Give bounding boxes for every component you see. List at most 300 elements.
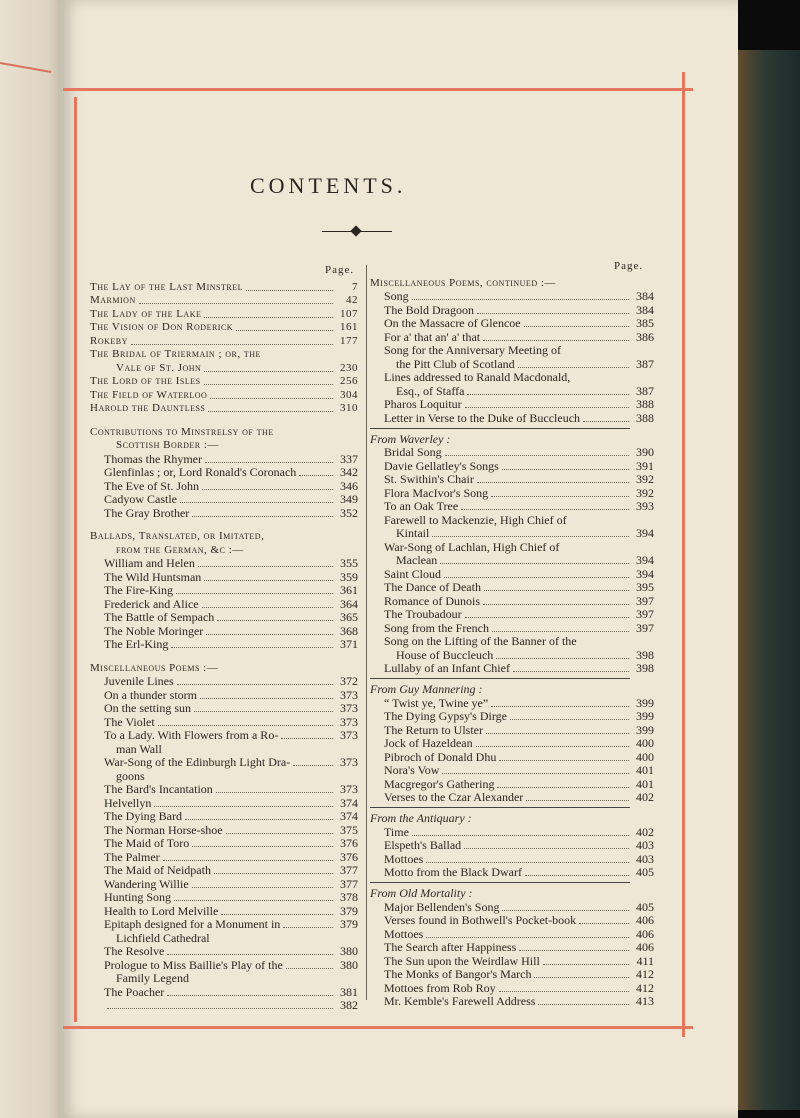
entry-title: House of Buccleuch — [396, 647, 494, 662]
entry-title: The Resolve — [104, 944, 165, 958]
dot-leader — [499, 991, 629, 992]
entry-title: War-Song of the Edinburgh Light Dra- — [104, 755, 291, 769]
entry-page-number: 385 — [636, 316, 654, 330]
dot-leader — [477, 482, 629, 483]
entry-title: Pibroch of Donald Dhu — [384, 749, 497, 764]
entry-title: Harold the Dauntless — [90, 402, 206, 414]
entry-title: Kintail — [396, 526, 430, 540]
dot-leader — [510, 719, 629, 720]
entry-title: Romance of Dunois — [384, 593, 480, 608]
toc-entry — [370, 513, 654, 527]
toc-entry — [370, 371, 654, 385]
entry-title: On a thunder storm — [104, 687, 197, 702]
entry-page-number: 402 — [636, 824, 654, 839]
entry-page-number: 337 — [340, 451, 358, 466]
entry-page-number: 352 — [340, 505, 358, 520]
left-page-label: Page. — [325, 264, 355, 276]
entry-page-number: 394 — [636, 553, 654, 567]
dot-leader — [210, 398, 333, 399]
entry-title: Juvenile Lines — [104, 674, 174, 688]
entry-page-number: 377 — [340, 876, 358, 891]
toc-entry — [370, 567, 654, 581]
entry-page-number: 379 — [340, 903, 358, 918]
dot-leader — [180, 502, 333, 503]
entry-title: Saint Cloud — [384, 566, 442, 581]
entry-page-number: 413 — [636, 994, 654, 1008]
entry-page-number: 406 — [636, 940, 654, 954]
entry-title: Mottoes from Rob Roy — [384, 980, 496, 995]
dot-leader — [426, 937, 629, 938]
dot-leader — [171, 647, 333, 648]
entry-title: Epitaph designed for a Monument in — [104, 917, 281, 931]
dot-leader — [163, 860, 333, 861]
toc-entry — [370, 968, 654, 982]
entry-page-number: 365 — [340, 610, 358, 624]
entry-title: The Violet — [104, 714, 155, 729]
dot-leader — [216, 792, 333, 793]
dot-leader — [465, 407, 629, 408]
entry-page-number: 398 — [636, 661, 654, 675]
entry-page-number: 374 — [340, 795, 358, 810]
dot-leader — [200, 698, 333, 699]
toc-entry — [370, 500, 654, 514]
border-left — [74, 97, 77, 1022]
entry-page-number: 399 — [636, 695, 654, 710]
dot-leader — [476, 746, 629, 747]
toc-entry — [90, 837, 358, 851]
entry-title: Lichfield Cathedral — [116, 930, 210, 945]
toc-entry — [90, 850, 358, 864]
entry-title: Mr. Kemble's Farewell Address — [384, 994, 536, 1008]
entry-title: Mottoes — [384, 926, 424, 941]
toc-entry — [90, 999, 358, 1013]
section-rule — [370, 428, 630, 429]
toc-entry — [90, 439, 358, 453]
dot-leader — [107, 1008, 333, 1009]
entry-title: To a Lady. With Flowers from a Ro- — [104, 728, 279, 742]
title-ornament — [322, 227, 392, 237]
entry-title: The Wild Huntsman — [104, 569, 202, 584]
dot-leader — [206, 634, 333, 635]
toc-entry — [90, 597, 358, 611]
toc-entry — [90, 985, 358, 999]
entry-title: The Lady of the Lake — [90, 307, 202, 320]
toc-entry — [370, 398, 654, 412]
dot-leader — [131, 344, 333, 345]
section-rule — [370, 678, 630, 679]
toc-entry — [370, 737, 654, 751]
entry-title: Song from the French — [384, 620, 489, 635]
toc-entry — [370, 459, 654, 473]
dot-leader — [192, 846, 333, 847]
entry-page-number: 378 — [340, 890, 358, 904]
entry-page-number: 371 — [340, 637, 358, 651]
entry-title: The Norman Horse-shoe — [104, 822, 223, 837]
entry-page-number: 397 — [636, 620, 654, 635]
right-page-label: Page. — [614, 260, 644, 272]
entry-page-number: 382 — [340, 998, 358, 1012]
entry-page-number: 394 — [636, 566, 654, 581]
toc-entry — [370, 330, 654, 344]
toc-entry — [90, 661, 358, 675]
entry-page-number: 387 — [636, 383, 654, 398]
toc-entry — [370, 954, 654, 968]
toc-entry — [90, 823, 358, 837]
entry-title: The Monks of Bangor's March — [384, 967, 532, 981]
entry-page-number: 361 — [340, 583, 358, 597]
dot-leader — [412, 835, 629, 836]
dot-leader — [526, 800, 629, 801]
toc-entry — [370, 276, 654, 290]
entry-page-number: 379 — [340, 917, 358, 931]
dot-leader — [204, 317, 333, 318]
entry-page-number: 406 — [636, 926, 654, 941]
entry-title: Cadyow Castle — [104, 492, 177, 506]
entry-page-number: 364 — [340, 596, 358, 611]
entry-title: The Poacher — [104, 984, 165, 999]
entry-page-number: 397 — [636, 607, 654, 621]
toc-entry — [370, 581, 654, 595]
dot-leader — [538, 1004, 629, 1005]
dot-leader — [205, 462, 333, 463]
toc-entry — [90, 479, 358, 493]
toc-entry — [90, 530, 358, 544]
entry-page-number: 411 — [636, 953, 654, 968]
toc-entry — [90, 321, 358, 335]
entry-page-number: 391 — [636, 458, 654, 473]
entry-title: The Troubadour — [384, 607, 462, 621]
dot-leader — [543, 964, 629, 965]
dot-leader — [192, 887, 333, 888]
entry-title: The Maid of Neidpath — [104, 863, 211, 877]
entry-title: St. Swithin's Chair — [384, 472, 474, 486]
entry-page-number: 374 — [340, 809, 358, 823]
toc-entry — [90, 543, 358, 557]
toc-entry — [90, 402, 358, 416]
toc-entry — [370, 852, 654, 866]
entry-title: Miscellaneous Poems :— — [90, 661, 219, 674]
dot-leader — [534, 977, 629, 978]
entry-title: From the Antiquary : — [370, 811, 472, 825]
entry-page-number: 388 — [636, 410, 654, 425]
section-heading — [370, 431, 654, 446]
entry-page-number: 401 — [636, 776, 654, 791]
entry-title: Vale of St. John — [116, 361, 202, 374]
section-rule — [370, 882, 630, 883]
entry-title: Maclean — [396, 553, 438, 567]
toc-entry — [370, 777, 654, 791]
dot-leader — [461, 509, 629, 510]
entry-title: Lines addressed to Ranald Macdonald, — [384, 370, 571, 384]
dot-leader — [236, 330, 333, 331]
entry-title: Contributions to Minstrelsy of the — [90, 425, 274, 438]
toc-entry — [90, 796, 358, 810]
toc-entry — [90, 769, 358, 783]
entry-title: Flora MacIvor's Song — [384, 485, 489, 500]
dot-leader — [226, 833, 333, 834]
entry-page-number: 381 — [340, 984, 358, 999]
section-gap — [90, 520, 358, 530]
toc-entry — [90, 729, 358, 743]
entry-title: goons — [116, 768, 145, 783]
entry-title: The Fire-King — [104, 583, 173, 597]
entry-title: Farewell to Mackenzie, High Chief of — [384, 512, 567, 527]
toc-entry — [90, 570, 358, 584]
dot-leader — [492, 631, 629, 632]
dot-leader — [208, 411, 333, 412]
toc-entry — [370, 825, 654, 839]
entry-title: The Bold Dragoon — [384, 302, 474, 317]
dot-leader — [246, 290, 333, 291]
toc-entry — [370, 344, 654, 358]
entry-title: Nora's Vow — [384, 763, 440, 777]
entry-page-number: 359 — [340, 569, 358, 584]
entry-page-number: 355 — [340, 556, 358, 570]
entry-title: Prologue to Miss Baillie's Play of the — [104, 957, 283, 972]
dot-leader — [283, 927, 333, 928]
toc-entry — [90, 307, 358, 321]
dot-leader — [192, 516, 333, 517]
dot-leader — [583, 421, 629, 422]
entry-title: The Palmer — [104, 849, 160, 864]
entry-title: Hunting Song — [104, 890, 172, 904]
dot-leader — [440, 563, 629, 564]
entry-title: The Lay of the Last Minstrel — [90, 280, 243, 293]
toc-entry — [370, 995, 654, 1009]
toc-entry — [90, 756, 358, 770]
entry-page-number: 375 — [340, 822, 358, 837]
entry-title: Rokeby — [90, 334, 128, 347]
toc-entry — [90, 334, 358, 348]
entry-title: To an Oak Tree — [384, 499, 459, 513]
toc-entry — [370, 290, 654, 304]
dot-leader — [483, 340, 629, 341]
entry-page-number: 376 — [340, 849, 358, 864]
toc-entry — [90, 557, 358, 571]
entry-title: The Bridal of Triermain ; or, the — [90, 348, 261, 360]
entry-title: Mottoes — [384, 851, 424, 866]
dot-leader — [444, 577, 629, 578]
entry-title: Wandering Willie — [104, 876, 189, 891]
toc-entry — [90, 958, 358, 972]
toc-entry — [370, 554, 654, 568]
entry-page-number: 406 — [636, 913, 654, 927]
toc-entry — [370, 384, 654, 398]
toc-entry — [90, 280, 358, 294]
entry-title: Time — [384, 824, 409, 839]
toc-entry — [370, 486, 654, 500]
toc-entry — [370, 914, 654, 928]
entry-title: The Gray Brother — [104, 505, 190, 520]
dot-leader — [204, 371, 333, 372]
toc-entry — [370, 723, 654, 737]
entry-title: The Dying Bard — [104, 809, 182, 823]
dot-leader — [513, 671, 629, 672]
entry-page-number: 373 — [340, 782, 358, 796]
dot-leader — [477, 313, 629, 314]
toc-entry — [370, 927, 654, 941]
toc-entry — [370, 594, 654, 608]
entry-title: Letter in Verse to the Duke of Buccleuch — [384, 410, 581, 425]
entry-page-number: 349 — [340, 492, 358, 506]
entry-page-number: 399 — [636, 722, 654, 737]
entry-title: From Guy Mannering : — [370, 682, 483, 696]
entry-title: Family Legend — [116, 971, 189, 985]
entry-page-number: 372 — [340, 674, 358, 688]
toc-entry — [90, 688, 358, 702]
dot-leader — [214, 873, 333, 874]
dot-leader — [502, 469, 629, 470]
entry-title: The Dying Gypsy's Dirge — [384, 709, 507, 723]
toc-entry — [370, 662, 654, 676]
entry-page-number: 390 — [636, 445, 654, 459]
entry-title: The Return to Ulster — [384, 722, 483, 737]
dot-leader — [198, 566, 333, 567]
entry-title: Esq., of Staffa — [396, 383, 465, 398]
entry-page-number: 387 — [636, 356, 654, 371]
toc-entry — [370, 866, 654, 880]
border-right — [682, 72, 685, 1037]
toc-entry — [370, 791, 654, 805]
dot-leader — [281, 738, 333, 739]
toc-entry — [90, 584, 358, 598]
toc-entry — [90, 891, 358, 905]
entry-page-number: 42 — [346, 294, 358, 306]
entry-title: Health to Lord Melville — [104, 903, 219, 918]
dot-leader — [176, 593, 333, 594]
dot-leader — [139, 303, 333, 304]
toc-entry — [370, 941, 654, 955]
toc-entry — [90, 783, 358, 797]
entry-page-number: 392 — [636, 472, 654, 486]
entry-title: The Erl-King — [104, 637, 169, 651]
toc-entry — [90, 945, 358, 959]
toc-entry — [370, 446, 654, 460]
dot-leader — [499, 760, 629, 761]
toc-entry — [370, 621, 654, 635]
dot-leader — [491, 706, 629, 707]
toc-entry — [370, 696, 654, 710]
entry-page-number: 368 — [340, 623, 358, 638]
entry-title: Verses found in Bothwell's Pocket-book — [384, 913, 577, 927]
entry-title: War-Song of Lachlan, High Chief of — [384, 539, 560, 554]
right-contents-column — [370, 276, 654, 1008]
entry-page-number: 373 — [340, 701, 358, 715]
entry-title: Jock of Hazeldean — [384, 736, 473, 750]
toc-entry — [90, 375, 358, 389]
entry-title: Miscellaneous Poems, continued :— — [370, 276, 556, 289]
dot-leader — [194, 711, 333, 712]
entry-page-number: 377 — [340, 863, 358, 877]
toc-entry — [90, 675, 358, 689]
entry-title: the Pitt Club of Scotland — [396, 356, 515, 371]
entry-page-number: 373 — [340, 714, 358, 729]
entry-page-number: 256 — [340, 375, 358, 387]
toc-entry — [370, 357, 654, 371]
toc-entry — [370, 981, 654, 995]
entry-title: man Wall — [116, 741, 162, 756]
dot-leader — [524, 326, 629, 327]
entry-title: The Field of Waterloo — [90, 388, 208, 401]
dot-leader — [286, 968, 333, 969]
entry-title: Ballads, Translated, or Imitated, — [90, 530, 265, 542]
toc-entry — [90, 742, 358, 756]
entry-page-number: 400 — [636, 749, 654, 764]
dot-leader — [158, 725, 333, 726]
toc-entry — [90, 348, 358, 362]
dot-leader — [204, 580, 333, 581]
dot-leader — [579, 923, 629, 924]
entry-page-number: 388 — [636, 397, 654, 411]
entry-title: The Eve of St. John — [104, 478, 199, 493]
entry-title: The Maid of Toro — [104, 836, 190, 850]
entry-title: Motto from the Black Dwarf — [384, 865, 522, 879]
dot-leader — [412, 299, 629, 300]
toc-entry — [370, 411, 654, 425]
toc-entry — [90, 611, 358, 625]
dot-leader — [442, 773, 629, 774]
dot-leader — [299, 475, 333, 476]
dot-leader — [486, 733, 629, 734]
entry-page-number: 7 — [352, 280, 358, 293]
entry-title: From Waverley : — [370, 431, 451, 446]
toc-entry — [90, 972, 358, 986]
toc-entry — [90, 294, 358, 308]
toc-entry — [90, 425, 358, 439]
toc-entry — [90, 624, 358, 638]
entry-title: Scottish Border :— — [116, 439, 219, 451]
dot-leader — [167, 995, 333, 996]
entry-title: William and Helen — [104, 556, 195, 570]
entry-page-number: 177 — [340, 334, 358, 347]
dot-leader — [491, 496, 629, 497]
left-contents-column — [90, 280, 358, 1012]
entry-title: The Noble Moringer — [104, 623, 204, 638]
toc-entry — [90, 466, 358, 480]
toc-entry — [90, 702, 358, 716]
entry-title: The Search after Happiness — [384, 940, 517, 954]
entry-title: Glenfinlas ; or, Lord Ronald's Coronach — [104, 465, 297, 479]
toc-entry — [90, 493, 358, 507]
toc-entry — [370, 303, 654, 317]
toc-entry — [90, 931, 358, 945]
section-heading — [370, 885, 654, 900]
entry-page-number: 161 — [340, 321, 358, 333]
toc-entry — [90, 388, 358, 402]
toc-entry — [90, 715, 358, 729]
entry-page-number: 399 — [636, 709, 654, 723]
toc-entry — [90, 638, 358, 652]
dot-leader — [154, 806, 333, 807]
toc-entry — [370, 540, 654, 554]
dot-leader — [465, 617, 629, 618]
section-heading — [370, 681, 654, 696]
entry-page-number: 107 — [340, 307, 358, 320]
entry-page-number: 342 — [340, 465, 358, 479]
dot-leader — [432, 536, 629, 537]
toc-entry — [370, 317, 654, 331]
toc-entry — [90, 361, 358, 375]
toc-entry — [370, 473, 654, 487]
column-divider — [366, 265, 367, 1000]
entry-page-number: 395 — [636, 580, 654, 594]
border-bottom — [63, 1026, 693, 1029]
toc-entry — [90, 918, 358, 932]
dot-leader — [483, 604, 629, 605]
entry-title: From Old Mortality : — [370, 886, 473, 900]
dot-leader — [217, 620, 333, 621]
entry-page-number: 310 — [340, 402, 358, 414]
